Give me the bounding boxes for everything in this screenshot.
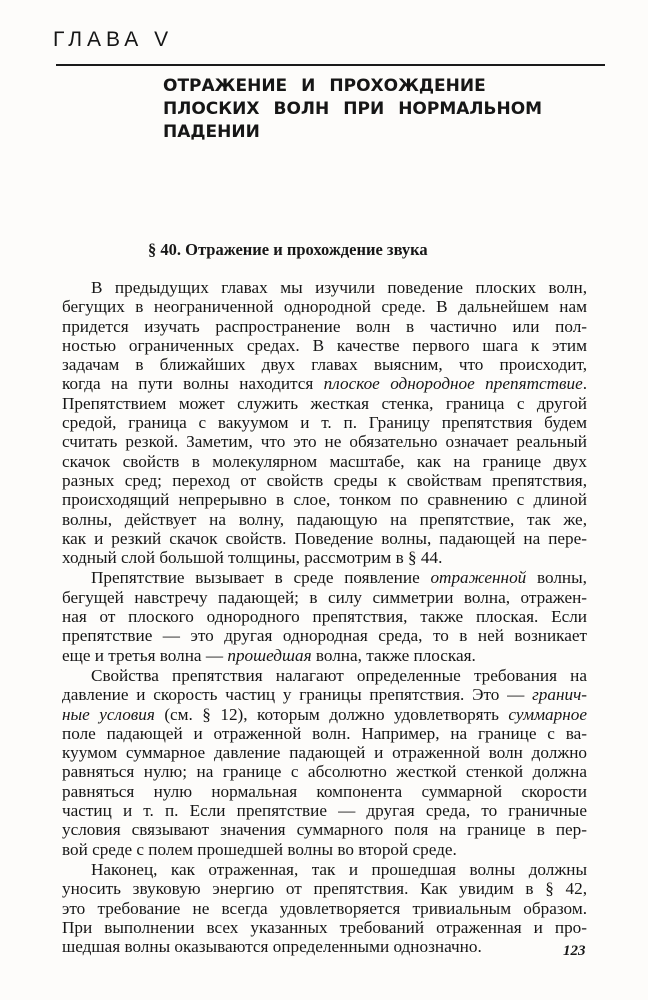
text-line bbox=[62, 297, 587, 316]
text-line bbox=[62, 685, 587, 704]
text-line bbox=[62, 860, 587, 879]
chapter-title-line bbox=[163, 98, 563, 121]
text-run: равняться нулю нормальная компонента суммарной скорости bbox=[62, 781, 587, 801]
text-run: уносить звуковую энергию от препятствия. Как увидим в § 42, bbox=[62, 879, 587, 899]
text-line bbox=[62, 413, 587, 432]
text-line bbox=[62, 724, 587, 743]
chapter-title-word: ПРИ bbox=[343, 99, 385, 119]
text-line bbox=[62, 336, 587, 355]
section-heading: § 40. Отражение и прохождение звука bbox=[148, 240, 428, 259]
text-line bbox=[62, 607, 587, 626]
text-run: скачок свойств в молекулярном масштабе, как на границе двух bbox=[62, 451, 587, 471]
text-line bbox=[62, 548, 587, 567]
chapter-title-word: И bbox=[301, 76, 316, 96]
paragraph bbox=[62, 666, 587, 859]
text-run: препятствие — это другая однородная среда, то в ней возникает bbox=[62, 626, 587, 646]
text-line bbox=[62, 510, 587, 529]
paragraph bbox=[62, 278, 587, 567]
text-run: (см. § 12), которым должно удовлетворять bbox=[154, 704, 509, 724]
text-run: ная от плоского однородного препятствия, также плоская. Если bbox=[62, 607, 587, 627]
text-run: волна, также плоская. bbox=[311, 645, 476, 665]
text-run: вой среде с полем прошедшей волны во второй среде. bbox=[62, 839, 457, 859]
text-run: Наконец, как отраженная, так и прошедшая волны должны bbox=[91, 859, 587, 879]
text-line bbox=[62, 471, 587, 490]
text-run: ходный слой большой толщины, рассмотрим в § 44. bbox=[62, 548, 443, 568]
chapter-title-word: ПРОХОЖДЕНИЕ bbox=[329, 76, 486, 96]
text-run: поле падающей и отраженной волн. Например, на границе с ва- bbox=[62, 723, 587, 743]
text-run: это требование не всегда удовлетворяется тривиальным образом. bbox=[62, 898, 587, 918]
text-line bbox=[62, 899, 587, 918]
text-line bbox=[62, 568, 587, 587]
text-run: В предыдущих главах мы изучили поведение плоских волн, bbox=[91, 278, 587, 297]
text-line bbox=[62, 646, 587, 665]
text-line bbox=[62, 782, 587, 801]
text-run: равняться нулю; на границе с абсолютно жесткой стенкой должна bbox=[62, 762, 587, 782]
text-line bbox=[62, 705, 587, 724]
emphasized-text: плоское однородное препятствие bbox=[323, 374, 583, 394]
page-number: 123 bbox=[563, 943, 586, 959]
chapter-rule bbox=[56, 64, 605, 66]
text-run: когда на пути волны находится bbox=[62, 374, 324, 394]
text-run: средой, граница с вакуумом и т. п. Границу препятствия будем bbox=[62, 413, 587, 433]
text-line bbox=[62, 529, 587, 548]
text-run: . bbox=[582, 374, 587, 394]
emphasized-text: прошедшая bbox=[227, 645, 312, 665]
text-line bbox=[62, 743, 587, 762]
text-run: При выполнении всех указанных требований отраженная и про- bbox=[62, 917, 587, 937]
text-run: ностью ограниченных средах. В качестве первого шага к этим bbox=[62, 335, 587, 355]
text-line bbox=[62, 317, 587, 336]
paragraph bbox=[62, 568, 587, 664]
text-run: Свойства препятствия налагают определенные требования на bbox=[91, 665, 587, 685]
emphasized-text: гранич- bbox=[532, 685, 587, 705]
text-line bbox=[62, 278, 587, 297]
text-run: придется изучать распространение волн в частично или пол- bbox=[62, 316, 587, 336]
text-line bbox=[62, 840, 587, 859]
chapter-title-word: ВОЛН bbox=[273, 99, 330, 119]
text-line bbox=[62, 801, 587, 820]
chapter-title-word: ОТРАЖЕНИЕ bbox=[163, 76, 288, 96]
emphasized-text: отраженной bbox=[430, 568, 527, 588]
text-line bbox=[62, 820, 587, 839]
text-line bbox=[62, 374, 587, 393]
text-run: бегущей навстречу падающей; в силу симметрии волна, отражен- bbox=[62, 587, 587, 607]
text-run: считать резкой. Заметим, что это не обязательно означает реальный bbox=[62, 432, 587, 452]
chapter-title-line bbox=[163, 75, 563, 98]
text-line bbox=[62, 452, 587, 471]
text-run: задачам в ближайших двух главах выясним, что происходит, bbox=[62, 355, 587, 375]
text-line bbox=[62, 355, 587, 374]
emphasized-text: ные условия bbox=[62, 704, 155, 724]
body-text bbox=[62, 278, 587, 956]
text-run: Препятствием может служить жесткая стенка, граница с другой bbox=[62, 393, 587, 413]
emphasized-text: суммарное bbox=[508, 704, 587, 724]
text-run: происходящий непрерывно в слое, тонком по сравнению с длиной bbox=[62, 490, 587, 510]
text-line bbox=[62, 666, 587, 685]
chapter-label: ГЛАВА V bbox=[53, 28, 174, 51]
text-run: условия связывают значения суммарного поля на границе в пер- bbox=[62, 820, 587, 840]
chapter-title-word: НОРМАЛЬНОМ bbox=[398, 99, 543, 119]
text-line bbox=[62, 432, 587, 451]
text-run: частиц и т. п. Если препятствие — другая среда, то граничные bbox=[62, 801, 587, 821]
text-line bbox=[62, 490, 587, 509]
text-run: бегущих в неограниченной однородной среде. В дальнейшем нам bbox=[62, 297, 587, 317]
text-line bbox=[62, 394, 587, 413]
chapter-title bbox=[163, 75, 563, 144]
text-run: Препятствие вызывает в среде появление bbox=[91, 568, 431, 588]
text-run: еще и третья волна — bbox=[62, 645, 228, 665]
text-line bbox=[62, 588, 587, 607]
text-run: волны, действует на волну, падающую на препятствие, так же, bbox=[62, 509, 587, 529]
chapter-title-word: ПАДЕНИИ bbox=[163, 122, 260, 142]
text-run: давление и скорость частиц у границы препятствия. Это — bbox=[62, 685, 533, 705]
text-run: шедшая волны оказываются определенными однозначно. bbox=[62, 937, 482, 957]
text-run: как и резкий скачок свойств. Поведение волны, падающей на пере- bbox=[62, 528, 587, 548]
text-line bbox=[62, 626, 587, 645]
text-line bbox=[62, 879, 587, 898]
text-line bbox=[62, 918, 587, 937]
text-run: куумом суммарное давление падающей и отраженной волн должно bbox=[62, 743, 587, 763]
chapter-title-line bbox=[163, 121, 563, 144]
text-line bbox=[62, 762, 587, 781]
paragraph bbox=[62, 860, 587, 956]
chapter-title-word: ПЛОСКИХ bbox=[163, 99, 260, 119]
text-line bbox=[62, 937, 587, 956]
text-run: разных сред; переход от свойств среды к свойствам препятствия, bbox=[62, 470, 587, 490]
text-run: волны, bbox=[526, 568, 587, 588]
